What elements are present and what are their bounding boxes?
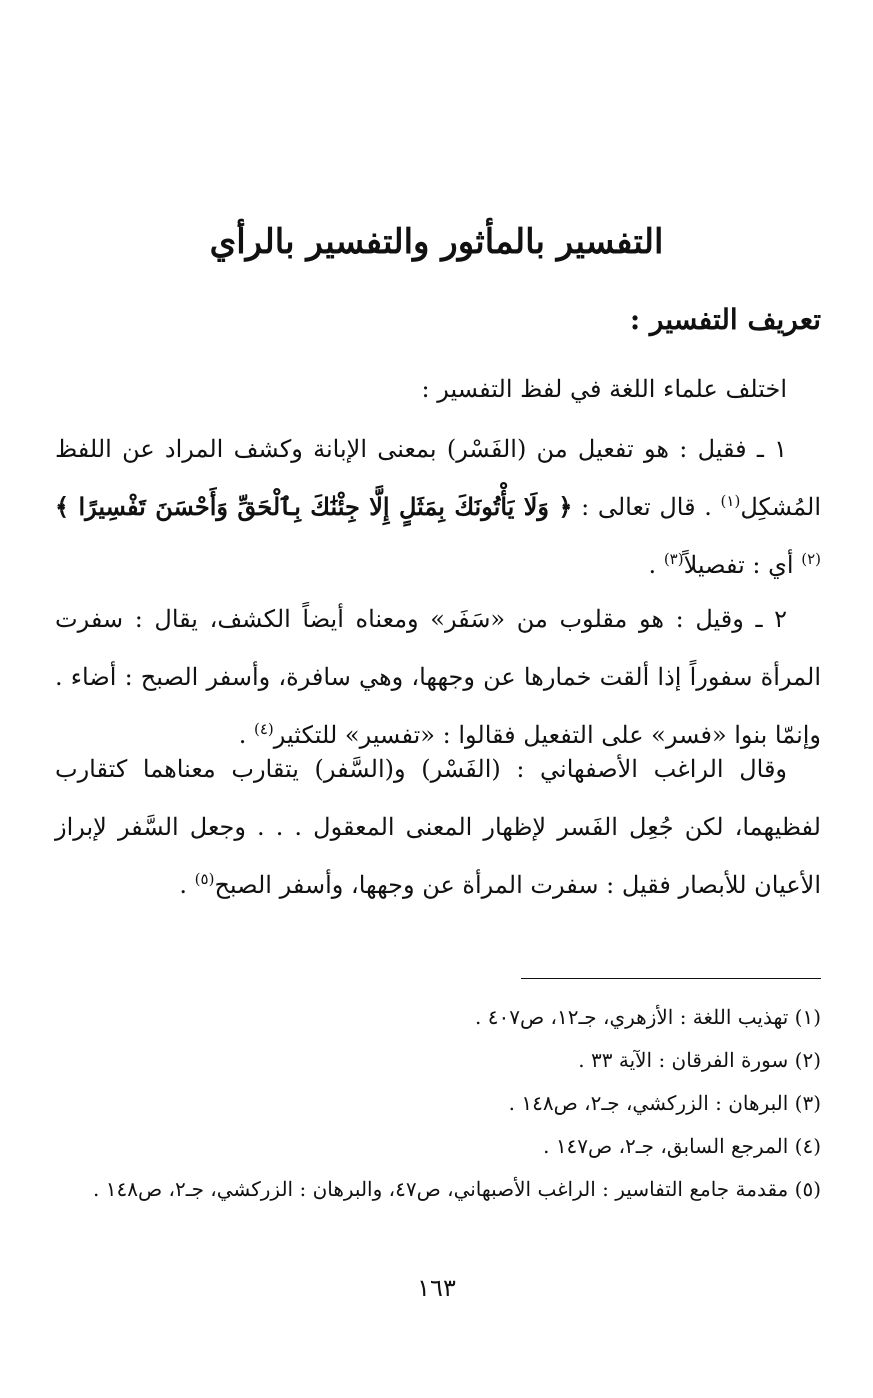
definition-1-text — [55, 420, 821, 594]
definition-2-body: ٢ ـ وقيل : هو مقلوب من «سَفَر» ومعناه أيضاً الكشف، يقال : سفرت المرأة سفوراً إذا ألقت خمارها عن وجهها، وهي سافرة، وأسفر الصبح : أضاء . وإنمّا بنوا «فسر» على التفعيل فقالوا : «تفسير» للتكثير — [55, 605, 821, 749]
footnote-item: (٥) مقدمة جامع التفاسير : الراغب الأصبهاني، ص٤٧، والبرهان : الزركشي، جـ٢، ص١٤٨ . — [93, 1177, 821, 1201]
definition-2-end: . — [238, 721, 254, 749]
definition-1-part-d: . — [648, 551, 664, 579]
definition-1-part-c: أي : تفصيلاً — [683, 551, 802, 579]
footnote-ref-3: (٣) — [663, 550, 684, 568]
raghib-body: وقال الراغب الأصفهاني : (الفَسْر) و(السَّفر) يتقارب معناهما كتقارب لفظيهما، لكن جُعِل الفَسر لإظهار المعنى المعقول . . . وجعل السَّفر لإبراز الأعيان للأبصار فقيل : سفرت المرأة عن وجهها، وأسفر الصبح — [55, 755, 821, 899]
footnote-item: (١) تهذيب اللغة : الأزهري، جـ١٢، ص٤٠٧ . — [475, 1005, 821, 1029]
intro-paragraph — [55, 360, 821, 418]
definition-2-paragraph — [55, 590, 821, 764]
footnotes-list — [55, 996, 821, 1211]
definition-1-part-b: . قال تعالى : — [572, 493, 721, 521]
raghib-text — [55, 740, 821, 914]
chapter-title: التفسير بالمأثور والتفسير بالرأي — [209, 222, 664, 262]
footnote-item: (٢) سورة الفرقان : الآية ٣٣ . — [578, 1048, 821, 1072]
footnote-item: (٣) البرهان : الزركشي، جـ٢، ص١٤٨ . — [508, 1091, 821, 1115]
footnote-separator — [521, 978, 821, 979]
footnote-ref-2: (٢) — [801, 550, 821, 568]
definition-2-text — [55, 590, 821, 764]
footnote-item: (٤) المرجع السابق، جـ٢، ص١٤٧ . — [543, 1134, 821, 1158]
section-heading: تعريف التفسير : — [629, 303, 821, 336]
raghib-end: . — [179, 871, 195, 899]
definition-1-paragraph — [55, 420, 821, 594]
page-number: ١٦٣ — [417, 1274, 456, 1302]
footnote-ref-4: (٤) — [254, 720, 274, 738]
raghib-paragraph — [55, 740, 821, 914]
quran-verse: ﴿ وَلَا يَأْتُونَكَ بِمَثَلٍ إِلَّا جِئْنَٰكَ بِٱلْحَقِّ وَأَحْسَنَ تَفْسِيرًا ﴾ — [55, 492, 573, 521]
footnote-ref-1: (١) — [720, 492, 741, 510]
definition-1-part-a: ١ ـ فقيل : هو تفعيل من (الفَسْر) بمعنى الإبانة وكشف المراد عن اللفظ المُشكِل — [55, 435, 822, 521]
footnote-ref-5: (٥) — [194, 870, 215, 888]
intro-text: اختلف علماء اللغة في لفظ التفسير : — [421, 375, 787, 403]
